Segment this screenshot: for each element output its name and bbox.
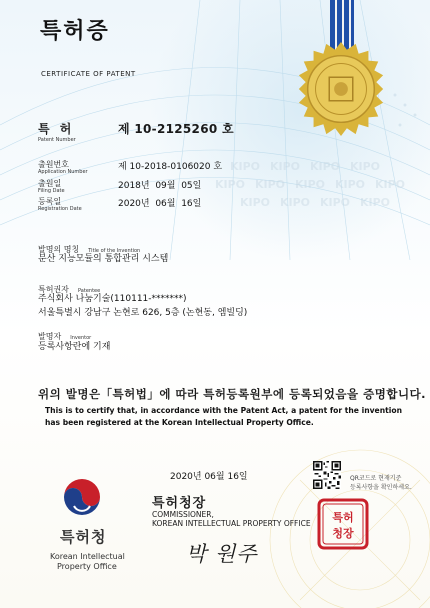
- certification-statement-kr: 위의 발명은「특허법」에 따라 특허등록원부에 등록되었음을 증명합니다.: [38, 387, 427, 401]
- watermark-text: KIPO: [360, 196, 391, 209]
- inventor-label-en: Inventor: [70, 335, 92, 341]
- patentee-address: 서울특별시 강남구 논현로 626, 5층 (논현동, 엠빌딩): [38, 308, 248, 318]
- watermark-text: KIPO: [350, 160, 381, 173]
- filing-date-label: 출원일: [38, 179, 62, 188]
- commissioner-signature: 박 원주: [186, 542, 258, 566]
- commissioner-title-en-2: KOREAN INTELLECTUAL PROPERTY OFFICE: [152, 519, 311, 528]
- watermark-text: KIPO: [310, 160, 341, 173]
- gold-seal: [292, 40, 390, 138]
- certification-statement-en-2: has been registered at the Korean Intellectual Property Office.: [45, 418, 314, 427]
- application-number-value: 제 10-2018-0106020 호: [118, 162, 223, 172]
- patentee-name: 주식회사 나눔기술(110111-*******): [38, 294, 187, 304]
- filing-date-value: 2018년 09월 05일: [118, 181, 202, 191]
- watermark-text: KIPO: [270, 160, 301, 173]
- registration-date-label: 등록일: [38, 197, 62, 206]
- watermark-text: KIPO: [230, 160, 261, 173]
- office-logo-en-2: Property Office: [57, 562, 117, 571]
- kipo-logo-icon: [60, 475, 104, 519]
- certificate-title: 특허증: [40, 19, 110, 44]
- watermark-text: KIPO: [320, 196, 351, 209]
- watermark-text: KIPO: [240, 196, 271, 209]
- patent-number-value: 제 10-2125260 호: [118, 122, 234, 136]
- application-number-label: 출원번호: [38, 160, 69, 169]
- svg-text:특허: 특허: [332, 511, 354, 524]
- certification-statement-en-1: This is to certify that, in accordance with the Patent Act, a patent for the invention: [45, 406, 402, 415]
- certificate-title-en: CERTIFICATE OF PATENT: [41, 70, 136, 78]
- invention-title-value: 분산 지능모듈의 통합관리 시스템: [38, 254, 169, 264]
- inventor-value: 등록사항란에 기재: [38, 342, 111, 352]
- svg-text:청장: 청장: [332, 527, 354, 540]
- watermark-text: KIPO: [255, 178, 286, 191]
- filing-date-label-en: Filing Date: [38, 188, 65, 194]
- office-logo-en-1: Korean Intellectual: [50, 552, 125, 561]
- watermark-text: KIPO: [295, 178, 326, 191]
- qr-note-line2: 등록사항을 확인하세요.: [350, 484, 412, 491]
- patent-number-label-en: Patent Number: [38, 137, 76, 143]
- patentee-label: 특허권자: [38, 285, 69, 294]
- commissioner-title-kr: 특허청장: [152, 496, 207, 511]
- watermark-text: KIPO: [280, 196, 311, 209]
- official-stamp: [316, 497, 370, 551]
- office-logo-kr: 특허청: [60, 528, 107, 546]
- commissioner-title-en-1: COMMISSIONER,: [152, 510, 214, 519]
- registration-date-value: 2020년 06월 16일: [118, 199, 202, 209]
- watermark-text: KIPO: [375, 178, 406, 191]
- patentee-label-en: Patentee: [78, 288, 101, 294]
- watermark-text: KIPO: [335, 178, 366, 191]
- invention-label-en: Title of the Invention: [88, 248, 141, 254]
- watermark-text: KIPO: [215, 178, 246, 191]
- qr-note-line1: QR코드로 현재기준: [350, 475, 402, 482]
- registration-date-label-en: Registration Date: [38, 206, 82, 212]
- issue-date: 2020년 06월 16일: [170, 472, 248, 482]
- patent-number-label: 특 허: [38, 122, 75, 136]
- inventor-label: 발명자: [38, 332, 62, 341]
- invention-label: 발명의 명칭: [38, 245, 80, 254]
- qr-code: [313, 461, 341, 489]
- application-number-label-en: Application Number: [38, 169, 88, 175]
